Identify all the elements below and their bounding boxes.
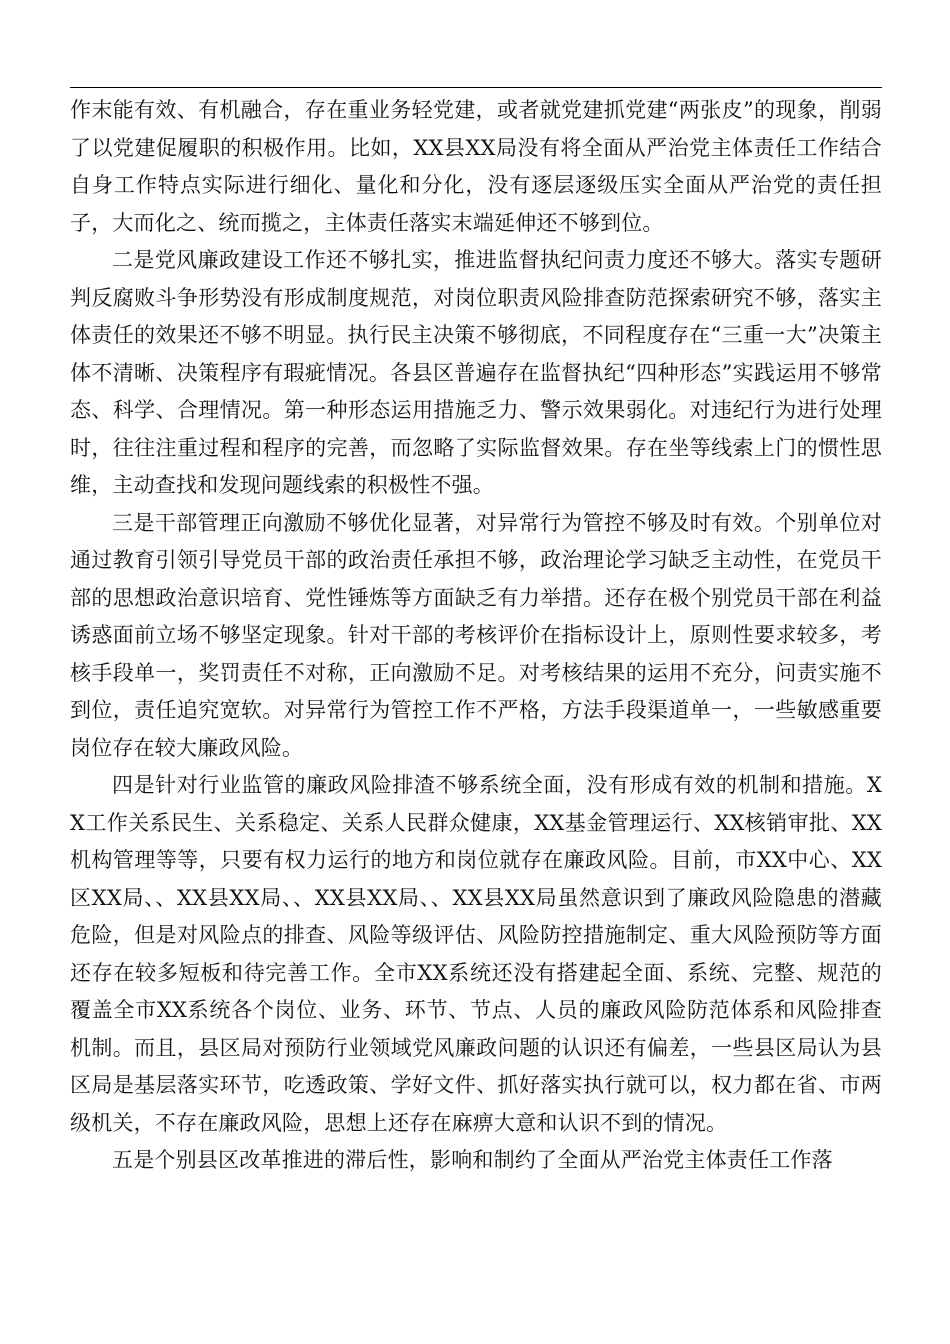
header-rule [70,87,882,88]
paragraph-point-three: 三是干部管理正向激励不够优化显著，对异常行为管控不够及时有效。个别单位对通过教育引领引导党员干部的政治责任承担不够，政治理论学习缺乏主动性，在党员干部的思想政治意识培育、党性锤炼等方面缺乏有力举措。还存在极个别党员干部在利益诱惑面前立场不够坚定现象。针对干部的考核评价在指标设计上，原则性要求较多，考核手段单一，奖罚责任不对称，正向激励不足。对考核结果的运用不充分，问责实施不到位，责任追究宽软。对异常行为管控工作不严格，方法手段渠道单一，一些敏感重要岗位存在较大廉政风险。 [70,510,882,760]
paragraph-point-four: 四是针对行业监管的廉政风险排渣不够系统全面，没有形成有效的机制和措施。XX工作关系民生、关系稳定、关系人民群众健康，XX基金管理运行、XX核销审批、XX机构管理等等，只要有权力运行的地方和岗位就存在廉政风险。目前，市XX中心、XX区XX局、、XX县XX局、、XX县XX局、、XX县XX局虽然意识到了廉政风险隐患的潜藏危险，但是对风险点的排查、风险等级评估、风险防控措施制定、重大风险预防等方面还存在较多短板和待完善工作。全市XX系统还没有搭建起全面、系统、完整、规范的覆盖全市XX系统各个岗位、业务、环节、节点、人员的廉政风险防范体系和风险排查机制。而且，县区局对预防行业领域党风廉政问题的认识还有偏差，一些县区局认为县区局是基层落实环节，吃透政策、学好文件、抓好落实执行就可以，权力都在省、市两级机关，不存在廉政风险，思想上还存在麻痹大意和认识不到的情况。 [70,773,882,1135]
paragraph-continuation: 作末能有效、有机融合，存在重业务轻党建，或者就党建抓党建“两张皮”的现象，削弱了以党建促履职的积极作用。比如，XX县XX局没有将全面从严治党主体责任工作结合自身工作特点实际进行细化、量化和分化，没有逐层逐级压实全面从严治党的责任担子，大而化之、统而揽之，主体责任落实末端延伸还不够到位。 [70,98,882,235]
paragraph-point-five: 五是个别县区改革推进的滞后性，影响和制约了全面从严治党主体责任工作落 [112,1148,833,1172]
document-body [70,92,882,1180]
paragraph-point-two: 二是党风廉政建设工作还不够扎实，推进监督执纪问责力度还不够大。落实专题研判反腐败斗争形势没有形成制度规范，对岗位职责风险排查防范探索研究不够，落实主体责任的效果还不够不明显。执行民主决策不够彻底，不同程度存在“三重一大”决策主体不清晰、决策程序有瑕疵情况。各县区普遍存在监督执纪“四种形态”实践运用不够常态、科学、合理情况。第一种形态运用措施乏力、警示效果弱化。对违纪行为进行处理时，往往注重过程和程序的完善，而忽略了实际监督效果。存在坐等线索上门的惯性思维，主动查找和发现问题线索的积极性不强。 [70,248,882,497]
